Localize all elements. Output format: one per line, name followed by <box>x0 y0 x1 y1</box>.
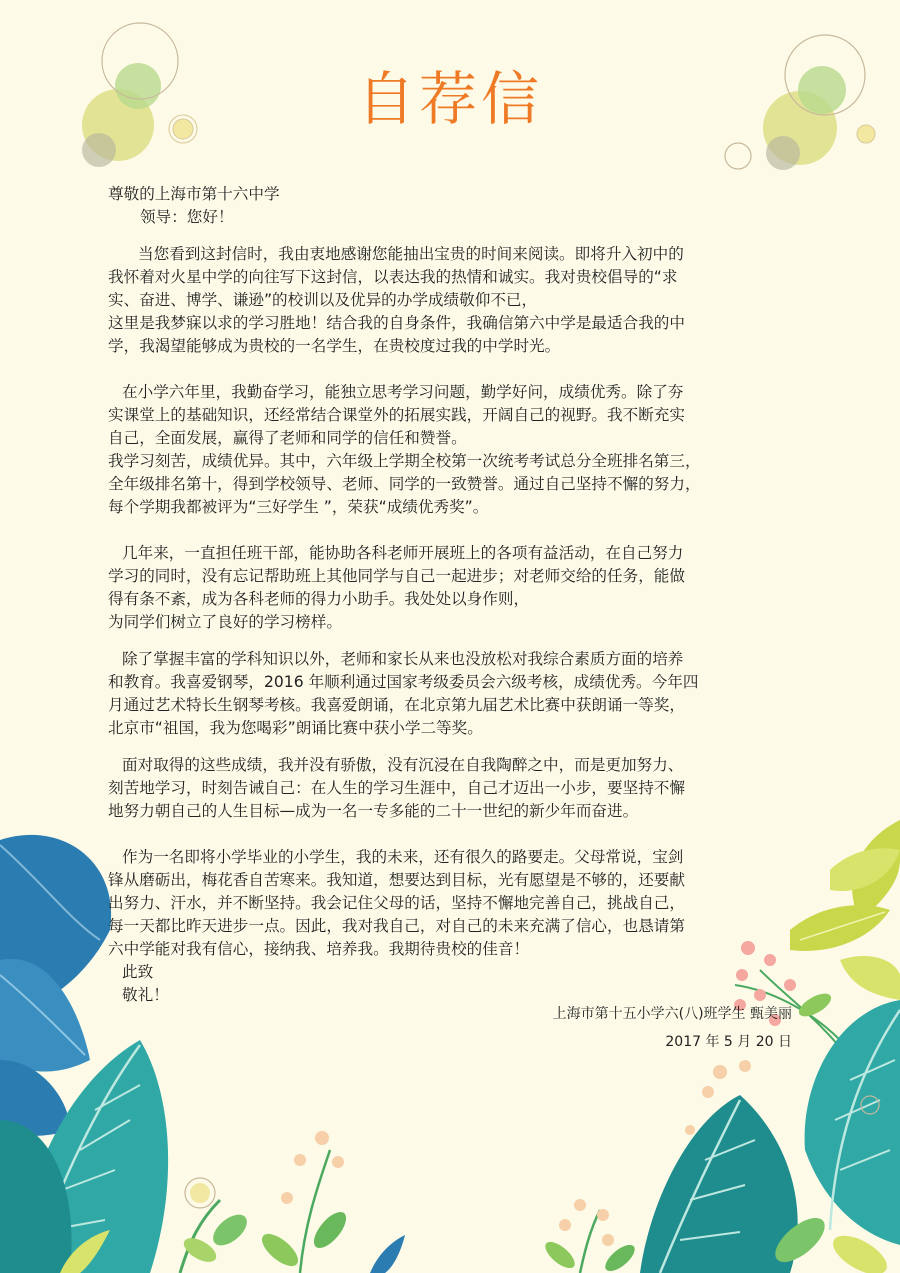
paragraph-line: 每个学期我都被评为“三好学生 ”，荣获“成绩优秀奖”。 <box>108 498 489 516</box>
paragraph-line: 月通过艺术特长生钢琴考核。我喜爱朗诵，在北京第九届艺术比赛中获朗诵一等奖， <box>108 696 685 714</box>
paragraph-line: 北京市“祖国，我为您喝彩”朗诵比赛中获小学二等奖。 <box>108 719 483 737</box>
plant-bottom-middle-icon <box>541 1199 639 1273</box>
paragraph-2 <box>108 381 798 519</box>
page-title: 自荐信 <box>356 65 543 133</box>
signature-date: 2017 年 5 月 20 日 <box>665 1034 792 1050</box>
signature-author: 上海市第十五小学六(八)班学生 甄美丽 <box>552 1006 792 1022</box>
paragraph-4 <box>108 648 798 740</box>
paragraph-line: 面对取得的这些成绩，我并没有骄傲，没有沉浸在自我陶醉之中，而是更加努力、 <box>122 756 684 774</box>
salutation-greeting: 领导：您好！ <box>140 208 234 226</box>
paragraph-3 <box>108 542 798 634</box>
paragraph-line: 出努力、汗水，并不断坚持。我会记住父母的话，坚持不懈地完善自己，挑战自己， <box>108 894 685 912</box>
paragraph-line: 锋从磨砺出，梅花香自苦寒来。我知道，想要达到目标，光有愿望是不够的，还要献 <box>108 871 685 889</box>
paragraph-line: 学习的同时，没有忘记帮助班上其他同学与自己一起进步；对老师交给的任务，能做 <box>108 567 685 585</box>
paragraph-line: 实、奋进、博学、谦逊”的校训以及优异的办学成绩敬仰不已， <box>108 291 538 309</box>
paragraph-line: 学，我渴望能够成为贵校的一名学生，在贵校度过我的中学时光。 <box>108 337 561 355</box>
paragraph-line: 实课堂上的基础知识，还经常结合课堂外的拓展实践，开阔自己的视野。我不断充实 <box>108 406 685 424</box>
paragraph-line: 除了掌握丰富的学科知识以外，老师和家长从来也没放松对我综合素质方面的培养 <box>122 650 684 668</box>
paragraph-line: 和教育。我喜爱钢琴，2016 年顺利通过国家考级委员会六级考核，成绩优秀。今年四 <box>108 673 699 691</box>
paragraph-line: 我怀着对火星中学的向往写下这封信，以表达我的热情和诚实。我对贵校倡导的“求 <box>108 268 678 286</box>
paragraph-line: 全年级排名第十，得到学校领导、老师、同学的一致赞誉。通过自己坚持不懈的努力， <box>108 475 701 493</box>
paragraph-6 <box>108 846 798 961</box>
paragraph-line: 六中学能对我有信心，接纳我、培养我。我期待贵校的佳音！ <box>108 940 530 958</box>
paragraph-line: 刻苦地学习，时刻告诫自己：在人生的学习生涯中，自己才迈出一小步，要坚持不懈 <box>108 779 685 797</box>
paragraph-line: 得有条不紊，成为各科老师的得力小助手。我处处以身作则， <box>108 590 530 608</box>
paragraph-line: 每一天都比昨天进步一点。因此，我对我自己，对自己的未来充满了信心，也恳请第 <box>108 917 685 935</box>
closing-line-2: 敬礼！ <box>122 986 169 1004</box>
paragraph-line: 在小学六年里，我勤奋学习，能独立思考学习问题，勤学好问，成绩优秀。除了夯 <box>122 383 684 401</box>
salutation-recipient: 尊敬的上海市第十六中学 <box>108 185 280 203</box>
paragraph-line: 自己，全面发展，赢得了老师和同学的信任和赞誉。 <box>108 429 467 447</box>
paragraph-5 <box>108 754 798 823</box>
paragraph-line: 我学习刻苦，成绩优异。其中，六年级上学期全校第一次统考考试总分全班排名第三， <box>108 452 701 470</box>
paragraph-line: 当您看到这封信时，我由衷地感谢您能抽出宝贵的时间来阅读。即将升入初中的 <box>138 245 684 263</box>
paragraph-line: 作为一名即将小学毕业的小学生，我的未来，还有很久的路要走。父母常说，宝剑 <box>122 848 684 866</box>
paragraph-line: 地努力朝自己的人生目标—成为一名一专多能的二十一世纪的新少年而奋进。 <box>108 802 639 820</box>
leaf-right-yellow-icon <box>790 820 900 1000</box>
paragraph-line: 为同学们树立了良好的学习榜样。 <box>108 613 342 631</box>
paragraph-line: 这里是我梦寐以求的学习胜地！结合我的自身条件，我确信第六中学是最适合我的中 <box>108 314 685 332</box>
closing-line-1: 此致 <box>122 963 154 981</box>
paragraph-1 <box>108 243 798 358</box>
paragraph-line: 几年来，一直担任班干部，能协助各科老师开展班上的各项有益活动，在自己努力 <box>122 544 684 562</box>
letter-body <box>108 183 798 1007</box>
